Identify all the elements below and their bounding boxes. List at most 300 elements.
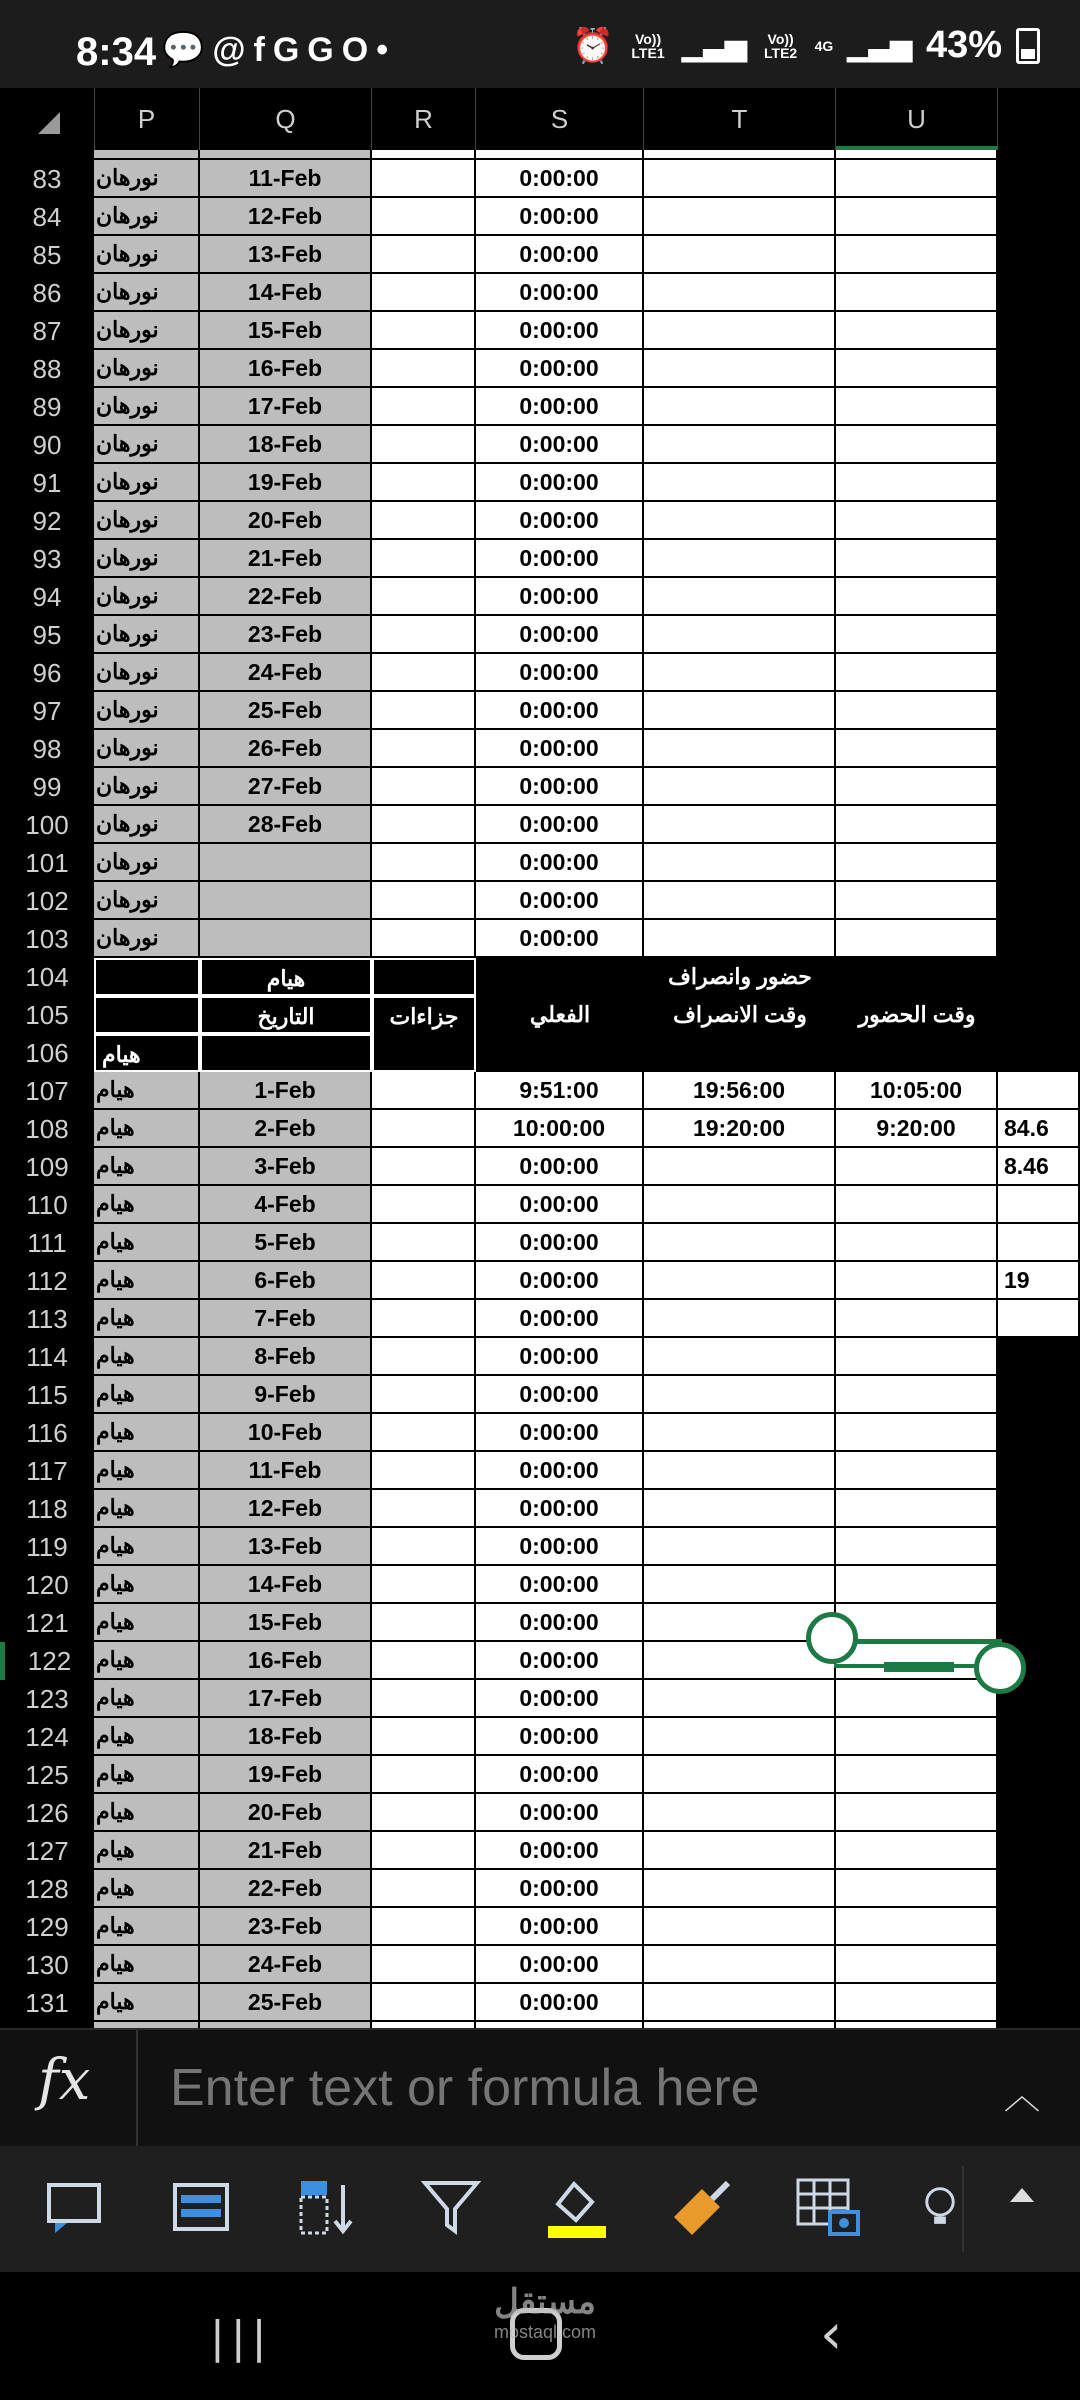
- formula-input[interactable]: [168, 2052, 972, 2124]
- time-cell[interactable]: [836, 1338, 998, 1376]
- name-cell[interactable]: هيام: [94, 1490, 200, 1528]
- time-cell[interactable]: 0:00:00: [476, 1186, 644, 1224]
- table-cell[interactable]: [200, 150, 372, 160]
- time-cell[interactable]: 0:00:00: [476, 1224, 644, 1262]
- time-cell[interactable]: 0:00:00: [476, 160, 644, 198]
- time-cell[interactable]: 10:05:00: [836, 1072, 998, 1110]
- name-cell[interactable]: هيام: [94, 1528, 200, 1566]
- select-all-corner[interactable]: [0, 88, 95, 150]
- table-cell[interactable]: [644, 540, 836, 578]
- insert-table-picture-icon[interactable]: [792, 2172, 862, 2242]
- name-cell[interactable]: نورهان: [94, 426, 200, 464]
- name-cell[interactable]: هيام: [94, 1604, 200, 1642]
- time-cell[interactable]: [836, 1300, 998, 1338]
- name-cell[interactable]: نورهان: [94, 388, 200, 426]
- row-header[interactable]: 117: [26, 1456, 68, 1486]
- table-cell[interactable]: [476, 150, 644, 160]
- table-cell[interactable]: [372, 160, 476, 198]
- time-cell[interactable]: [836, 1528, 998, 1566]
- table-cell[interactable]: [372, 1832, 476, 1870]
- date-cell[interactable]: 3-Feb: [200, 1148, 372, 1186]
- row-header[interactable]: 87: [32, 316, 62, 346]
- date-cell[interactable]: 13-Feb: [200, 1528, 372, 1566]
- time-cell[interactable]: [644, 1148, 836, 1186]
- time-cell[interactable]: [644, 1528, 836, 1566]
- date-cell[interactable]: 4-Feb: [200, 1186, 372, 1224]
- recent-apps-icon[interactable]: |||: [210, 2312, 273, 2363]
- table-cell[interactable]: [644, 350, 836, 388]
- table-cell[interactable]: [372, 692, 476, 730]
- table-cell[interactable]: [644, 654, 836, 692]
- table-cell[interactable]: [372, 920, 476, 958]
- time-cell[interactable]: 0:00:00: [476, 1756, 644, 1794]
- table-cell[interactable]: [836, 882, 998, 920]
- row-header[interactable]: 118: [26, 1494, 68, 1524]
- time-cell[interactable]: [644, 1490, 836, 1528]
- table-cell[interactable]: [372, 730, 476, 768]
- table-cell[interactable]: [372, 1718, 476, 1756]
- name-cell[interactable]: هيام: [94, 1908, 200, 1946]
- table-cell[interactable]: 19: [998, 1262, 1080, 1300]
- time-cell[interactable]: [836, 1832, 998, 1870]
- date-cell[interactable]: 8-Feb: [200, 1338, 372, 1376]
- name-cell[interactable]: هيام: [94, 1376, 200, 1414]
- format-painter-icon[interactable]: [666, 2172, 736, 2242]
- row-header[interactable]: 83: [32, 164, 62, 194]
- name-cell[interactable]: نورهان: [94, 768, 200, 806]
- column-header-u[interactable]: U: [836, 88, 998, 150]
- table-cell[interactable]: [644, 806, 836, 844]
- name-cell[interactable]: نورهان: [94, 464, 200, 502]
- expand-toolbar-icon[interactable]: [1010, 2188, 1034, 2202]
- row-header[interactable]: 103: [25, 924, 69, 954]
- table-cell[interactable]: [998, 1300, 1080, 1338]
- header-cell[interactable]: [372, 958, 476, 996]
- table-cell[interactable]: [644, 578, 836, 616]
- time-cell[interactable]: 0:00:00: [476, 1338, 644, 1376]
- time-cell[interactable]: 0:00:00: [476, 1452, 644, 1490]
- row-header[interactable]: 123: [25, 1684, 69, 1714]
- time-cell[interactable]: 0:00:00: [476, 464, 644, 502]
- table-cell[interactable]: [836, 502, 998, 540]
- time-cell[interactable]: 0:00:00: [476, 1832, 644, 1870]
- row-header[interactable]: 85: [32, 240, 62, 270]
- table-cell[interactable]: [998, 1224, 1080, 1262]
- name-cell[interactable]: هيام: [94, 1946, 200, 1984]
- table-cell[interactable]: [372, 1300, 476, 1338]
- date-cell[interactable]: 16-Feb: [200, 350, 372, 388]
- date-cell[interactable]: 26-Feb: [200, 730, 372, 768]
- header-cell[interactable]: [94, 958, 200, 996]
- name-cell[interactable]: هيام: [94, 1148, 200, 1186]
- row-header[interactable]: 129: [25, 1912, 69, 1942]
- table-cell[interactable]: [836, 654, 998, 692]
- row-header[interactable]: 109: [25, 1152, 69, 1182]
- row-header[interactable]: 84: [32, 202, 62, 232]
- date-cell[interactable]: 17-Feb: [200, 1680, 372, 1718]
- row-header[interactable]: 130: [25, 1950, 69, 1980]
- row-header[interactable]: 126: [25, 1798, 69, 1828]
- name-cell[interactable]: نورهان: [94, 806, 200, 844]
- date-cell[interactable]: 15-Feb: [200, 1604, 372, 1642]
- name-cell[interactable]: هيام: [94, 1870, 200, 1908]
- spreadsheet-grid[interactable]: [0, 150, 1080, 2028]
- header-cell[interactable]: جزاءات: [372, 996, 476, 1072]
- name-cell[interactable]: هيام: [94, 1072, 200, 1110]
- time-cell[interactable]: [644, 1946, 836, 1984]
- time-cell[interactable]: [836, 1452, 998, 1490]
- column-header-r[interactable]: R: [372, 88, 476, 150]
- time-cell[interactable]: 0:00:00: [476, 882, 644, 920]
- table-cell[interactable]: [372, 844, 476, 882]
- table-cell[interactable]: 8.46: [998, 1148, 1080, 1186]
- name-cell[interactable]: هيام: [94, 1642, 200, 1680]
- table-cell[interactable]: [372, 1414, 476, 1452]
- date-cell[interactable]: 2-Feb: [200, 1110, 372, 1148]
- name-cell[interactable]: نورهان: [94, 654, 200, 692]
- row-header[interactable]: 112: [26, 1266, 68, 1296]
- time-cell[interactable]: 0:00:00: [476, 768, 644, 806]
- row-header[interactable]: 120: [25, 1570, 69, 1600]
- table-cell[interactable]: [372, 150, 476, 160]
- row-header[interactable]: 105: [25, 1000, 69, 1030]
- table-cell[interactable]: [372, 1642, 476, 1680]
- time-cell[interactable]: [836, 1642, 998, 1680]
- table-cell[interactable]: [372, 1604, 476, 1642]
- table-cell[interactable]: [372, 1072, 476, 1110]
- selection-handle-start[interactable]: [806, 1612, 858, 1664]
- table-cell[interactable]: [372, 426, 476, 464]
- column-header-p[interactable]: P: [94, 88, 200, 150]
- row-header[interactable]: 115: [26, 1380, 68, 1410]
- table-cell[interactable]: [836, 806, 998, 844]
- table-cell[interactable]: [644, 160, 836, 198]
- date-cell[interactable]: 21-Feb: [200, 1832, 372, 1870]
- time-cell[interactable]: [644, 1908, 836, 1946]
- selection-handle-end[interactable]: [974, 1642, 1026, 1694]
- name-cell[interactable]: هيام: [94, 1566, 200, 1604]
- table-cell[interactable]: [372, 1338, 476, 1376]
- date-cell[interactable]: 6-Feb: [200, 1262, 372, 1300]
- table-cell[interactable]: [836, 350, 998, 388]
- row-header[interactable]: 104: [25, 962, 69, 992]
- date-cell[interactable]: 19-Feb: [200, 1756, 372, 1794]
- date-cell[interactable]: 10-Feb: [200, 1414, 372, 1452]
- sort-icon[interactable]: [292, 2172, 362, 2242]
- row-header[interactable]: 122: [0, 1642, 94, 1680]
- date-cell[interactable]: 23-Feb: [200, 616, 372, 654]
- name-cell[interactable]: نورهان: [94, 312, 200, 350]
- table-cell[interactable]: [372, 540, 476, 578]
- name-cell[interactable]: هيام: [94, 1984, 200, 2022]
- table-cell[interactable]: [372, 1946, 476, 1984]
- table-cell[interactable]: [836, 150, 998, 160]
- table-cell[interactable]: [836, 160, 998, 198]
- time-cell[interactable]: [644, 1186, 836, 1224]
- row-header[interactable]: 101: [25, 848, 69, 878]
- table-cell[interactable]: [372, 1680, 476, 1718]
- header-cell[interactable]: [94, 996, 200, 1034]
- time-cell[interactable]: [644, 1262, 836, 1300]
- table-cell[interactable]: [836, 616, 998, 654]
- time-cell[interactable]: [644, 1984, 836, 2022]
- table-cell[interactable]: [372, 1262, 476, 1300]
- table-cell[interactable]: [644, 692, 836, 730]
- table-cell[interactable]: [644, 426, 836, 464]
- table-cell[interactable]: [644, 464, 836, 502]
- name-cell[interactable]: نورهان: [94, 160, 200, 198]
- table-cell[interactable]: [644, 882, 836, 920]
- date-cell[interactable]: 13-Feb: [200, 236, 372, 274]
- name-cell[interactable]: هيام: [94, 1300, 200, 1338]
- column-header-s[interactable]: S: [476, 88, 644, 150]
- name-cell[interactable]: هيام: [94, 1794, 200, 1832]
- date-cell[interactable]: 11-Feb: [200, 1452, 372, 1490]
- name-cell[interactable]: هيام: [94, 1680, 200, 1718]
- row-header[interactable]: 116: [26, 1418, 68, 1448]
- time-cell[interactable]: [644, 1566, 836, 1604]
- name-cell[interactable]: هيام: [94, 1718, 200, 1756]
- date-cell[interactable]: 24-Feb: [200, 654, 372, 692]
- back-icon[interactable]: ‹: [820, 2302, 843, 2367]
- time-cell[interactable]: [836, 1870, 998, 1908]
- time-cell[interactable]: [644, 1794, 836, 1832]
- row-header[interactable]: 94: [32, 582, 62, 612]
- time-cell[interactable]: [836, 1224, 998, 1262]
- time-cell[interactable]: 0:00:00: [476, 1642, 644, 1680]
- time-cell[interactable]: 0:00:00: [476, 198, 644, 236]
- table-cell[interactable]: [372, 1566, 476, 1604]
- table-cell[interactable]: [836, 388, 998, 426]
- time-cell[interactable]: [836, 1946, 998, 1984]
- time-cell[interactable]: 0:00:00: [476, 1946, 644, 1984]
- table-cell[interactable]: [644, 312, 836, 350]
- table-cell[interactable]: [998, 1186, 1080, 1224]
- table-cell[interactable]: [644, 150, 836, 160]
- time-cell[interactable]: [644, 1376, 836, 1414]
- table-cell[interactable]: [372, 1870, 476, 1908]
- time-cell[interactable]: 0:00:00: [476, 1680, 644, 1718]
- date-cell[interactable]: [200, 844, 372, 882]
- table-cell[interactable]: [372, 768, 476, 806]
- table-cell[interactable]: [644, 274, 836, 312]
- date-cell[interactable]: 11-Feb: [200, 160, 372, 198]
- name-cell[interactable]: هيام: [94, 1832, 200, 1870]
- date-cell[interactable]: 17-Feb: [200, 388, 372, 426]
- time-cell[interactable]: [836, 1566, 998, 1604]
- table-cell[interactable]: [372, 1984, 476, 2022]
- time-cell[interactable]: [644, 1414, 836, 1452]
- time-cell[interactable]: [644, 1224, 836, 1262]
- date-cell[interactable]: 20-Feb: [200, 502, 372, 540]
- row-header[interactable]: 108: [25, 1114, 69, 1144]
- row-header[interactable]: 99: [32, 772, 62, 802]
- fill-color-icon[interactable]: [542, 2172, 612, 2242]
- time-cell[interactable]: 0:00:00: [476, 730, 644, 768]
- time-cell[interactable]: [644, 1870, 836, 1908]
- name-cell[interactable]: نورهان: [94, 540, 200, 578]
- table-cell[interactable]: [644, 730, 836, 768]
- format-cells-icon[interactable]: [166, 2172, 236, 2242]
- row-header[interactable]: 92: [32, 506, 62, 536]
- time-cell[interactable]: 0:00:00: [476, 274, 644, 312]
- table-cell[interactable]: [836, 312, 998, 350]
- date-cell[interactable]: 25-Feb: [200, 1984, 372, 2022]
- table-cell[interactable]: [372, 198, 476, 236]
- table-cell[interactable]: [372, 616, 476, 654]
- time-cell[interactable]: 0:00:00: [476, 1490, 644, 1528]
- time-cell[interactable]: 0:00:00: [476, 350, 644, 388]
- table-cell[interactable]: [372, 1528, 476, 1566]
- time-cell[interactable]: 0:00:00: [476, 540, 644, 578]
- table-cell[interactable]: [372, 236, 476, 274]
- row-header[interactable]: 90: [32, 430, 62, 460]
- row-header[interactable]: 93: [32, 544, 62, 574]
- table-cell[interactable]: [372, 1224, 476, 1262]
- table-cell[interactable]: [836, 426, 998, 464]
- time-cell[interactable]: [644, 1718, 836, 1756]
- time-cell[interactable]: 0:00:00: [476, 1148, 644, 1186]
- table-cell[interactable]: [372, 882, 476, 920]
- name-cell[interactable]: نورهان: [94, 350, 200, 388]
- time-cell[interactable]: 0:00:00: [476, 844, 644, 882]
- name-cell[interactable]: نورهان: [94, 502, 200, 540]
- name-cell[interactable]: هيام: [94, 1262, 200, 1300]
- table-cell[interactable]: [372, 806, 476, 844]
- time-cell[interactable]: [836, 1680, 998, 1718]
- time-cell[interactable]: 0:00:00: [476, 806, 644, 844]
- table-cell[interactable]: [836, 540, 998, 578]
- date-cell[interactable]: 9-Feb: [200, 1376, 372, 1414]
- row-header[interactable]: 113: [26, 1304, 68, 1334]
- table-cell[interactable]: [372, 274, 476, 312]
- date-cell[interactable]: [200, 920, 372, 958]
- name-cell[interactable]: هيام: [94, 1338, 200, 1376]
- time-cell[interactable]: 0:00:00: [476, 1300, 644, 1338]
- date-cell[interactable]: 21-Feb: [200, 540, 372, 578]
- header-cell[interactable]: هيام: [94, 1034, 200, 1072]
- time-cell[interactable]: [644, 1680, 836, 1718]
- date-cell[interactable]: 27-Feb: [200, 768, 372, 806]
- time-cell[interactable]: 0:00:00: [476, 1870, 644, 1908]
- header-cell[interactable]: التاريخ: [200, 996, 372, 1034]
- table-cell[interactable]: [836, 236, 998, 274]
- table-cell[interactable]: [372, 1452, 476, 1490]
- header-cell[interactable]: [200, 1034, 372, 1072]
- date-cell[interactable]: 18-Feb: [200, 426, 372, 464]
- date-cell[interactable]: [200, 882, 372, 920]
- table-cell[interactable]: [644, 198, 836, 236]
- table-cell[interactable]: [372, 654, 476, 692]
- row-header[interactable]: 128: [25, 1874, 69, 1904]
- time-cell[interactable]: [836, 1756, 998, 1794]
- time-cell[interactable]: 0:00:00: [476, 654, 644, 692]
- name-cell[interactable]: هيام: [94, 1224, 200, 1262]
- table-cell[interactable]: [836, 920, 998, 958]
- date-cell[interactable]: 7-Feb: [200, 1300, 372, 1338]
- time-cell[interactable]: [836, 1794, 998, 1832]
- time-cell[interactable]: 0:00:00: [476, 1908, 644, 1946]
- time-cell[interactable]: 19:56:00: [644, 1072, 836, 1110]
- time-cell[interactable]: 0:00:00: [476, 502, 644, 540]
- date-cell[interactable]: 14-Feb: [200, 1566, 372, 1604]
- time-cell[interactable]: 0:00:00: [476, 920, 644, 958]
- row-header[interactable]: 119: [26, 1532, 68, 1562]
- table-cell[interactable]: [372, 388, 476, 426]
- time-cell[interactable]: 0:00:00: [476, 388, 644, 426]
- name-cell[interactable]: نورهان: [94, 882, 200, 920]
- row-header[interactable]: 91: [32, 468, 62, 498]
- table-cell[interactable]: [372, 464, 476, 502]
- table-cell[interactable]: [644, 768, 836, 806]
- time-cell[interactable]: [836, 1984, 998, 2022]
- table-cell[interactable]: 84.6: [998, 1110, 1080, 1148]
- time-cell[interactable]: 9:51:00: [476, 1072, 644, 1110]
- time-cell[interactable]: [836, 1490, 998, 1528]
- header-cell[interactable]: وقت الانصراف: [644, 996, 836, 1034]
- row-header[interactable]: 86: [32, 278, 62, 308]
- time-cell[interactable]: 0:00:00: [476, 1414, 644, 1452]
- table-cell[interactable]: [372, 312, 476, 350]
- time-cell[interactable]: 0:00:00: [476, 1376, 644, 1414]
- time-cell[interactable]: 0:00:00: [476, 1604, 644, 1642]
- table-cell[interactable]: [836, 274, 998, 312]
- date-cell[interactable]: 12-Feb: [200, 1490, 372, 1528]
- fx-label[interactable]: fx: [38, 2048, 91, 2113]
- table-cell[interactable]: [372, 1794, 476, 1832]
- table-cell[interactable]: [836, 198, 998, 236]
- time-cell[interactable]: 9:20:00: [836, 1110, 998, 1148]
- table-cell[interactable]: [644, 920, 836, 958]
- name-cell[interactable]: نورهان: [94, 578, 200, 616]
- table-cell[interactable]: [94, 150, 200, 160]
- row-header[interactable]: 102: [25, 886, 69, 916]
- row-header[interactable]: 106: [25, 1038, 69, 1068]
- table-cell[interactable]: [836, 578, 998, 616]
- filter-icon[interactable]: [416, 2172, 486, 2242]
- table-cell[interactable]: [372, 1376, 476, 1414]
- table-cell[interactable]: [644, 388, 836, 426]
- time-cell[interactable]: 10:00:00: [476, 1110, 644, 1148]
- row-header[interactable]: 88: [32, 354, 62, 384]
- time-cell[interactable]: [644, 1452, 836, 1490]
- date-cell[interactable]: 15-Feb: [200, 312, 372, 350]
- date-cell[interactable]: 5-Feb: [200, 1224, 372, 1262]
- table-cell[interactable]: [372, 1148, 476, 1186]
- row-header[interactable]: 95: [32, 620, 62, 650]
- time-cell[interactable]: 0:00:00: [476, 236, 644, 274]
- date-cell[interactable]: 16-Feb: [200, 1642, 372, 1680]
- time-cell[interactable]: [836, 1604, 998, 1642]
- row-header[interactable]: 127: [25, 1836, 69, 1866]
- time-cell[interactable]: 19:20:00: [644, 1110, 836, 1148]
- table-cell[interactable]: [372, 350, 476, 388]
- row-header[interactable]: 131: [25, 1988, 69, 2018]
- time-cell[interactable]: 0:00:00: [476, 692, 644, 730]
- name-cell[interactable]: نورهان: [94, 844, 200, 882]
- name-cell[interactable]: نورهان: [94, 198, 200, 236]
- time-cell[interactable]: 0:00:00: [476, 1528, 644, 1566]
- comment-icon[interactable]: [40, 2172, 110, 2242]
- row-header[interactable]: 96: [32, 658, 62, 688]
- row-header[interactable]: 98: [32, 734, 62, 764]
- name-cell[interactable]: هيام: [94, 1110, 200, 1148]
- row-header[interactable]: 114: [26, 1342, 68, 1372]
- date-cell[interactable]: 23-Feb: [200, 1908, 372, 1946]
- date-cell[interactable]: 25-Feb: [200, 692, 372, 730]
- row-header[interactable]: 89: [32, 392, 62, 422]
- date-cell[interactable]: 1-Feb: [200, 1072, 372, 1110]
